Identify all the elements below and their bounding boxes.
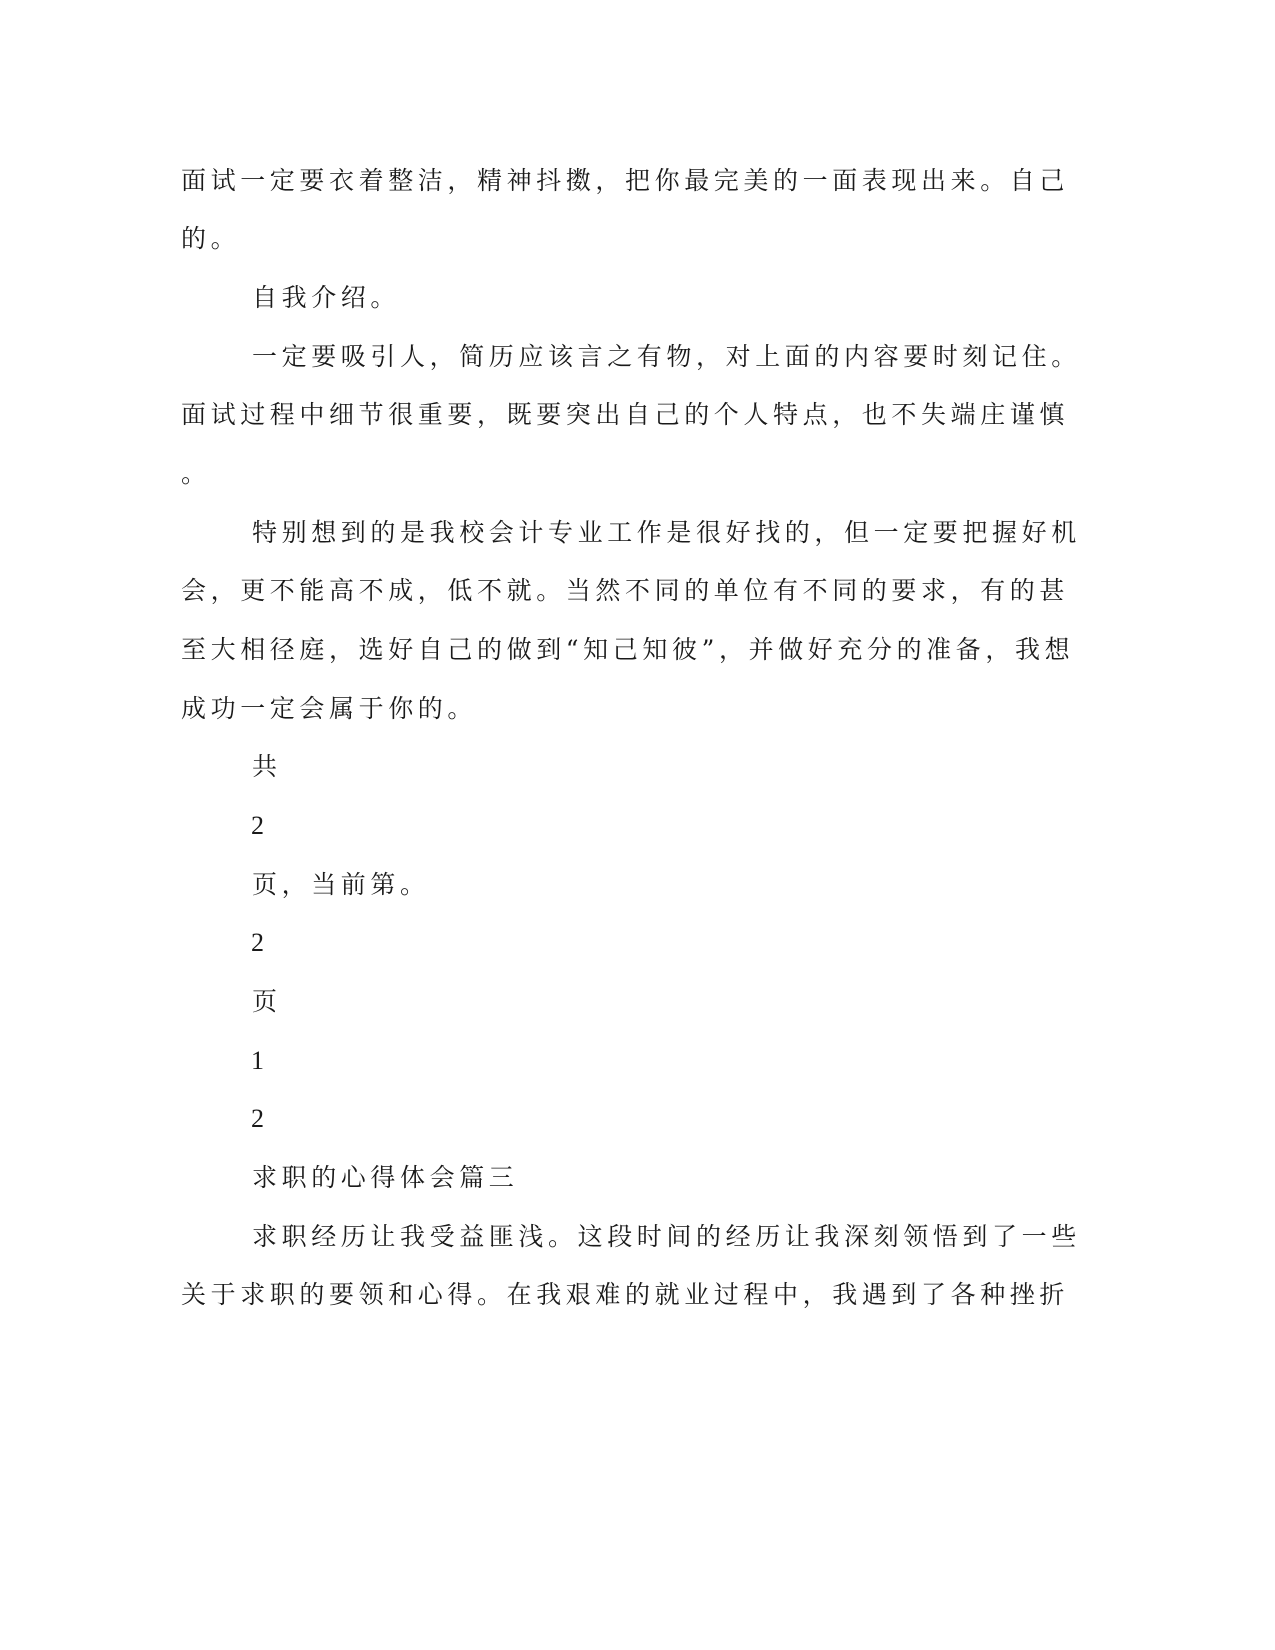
paragraph-line: 会，更不能高不成，低不就。当然不同的单位有不同的要求，有的甚 xyxy=(181,576,1070,605)
paragraph-line: 特别想到的是我校会计专业工作是很好找的，但一定要把握好机 xyxy=(252,518,1081,547)
paragraph-line: 。 xyxy=(181,459,211,488)
page-total-number: 2 xyxy=(251,811,264,840)
paragraph-line: 自我介绍。 xyxy=(252,283,401,312)
paragraph-line: 的。 xyxy=(181,224,241,253)
paragraph-line: 求职经历让我受益匪浅。这段时间的经历让我深刻领悟到了一些 xyxy=(252,1222,1081,1251)
page-count-prefix: 共 xyxy=(252,752,282,781)
paragraph-line: 面试一定要衣着整洁，精神抖擞，把你最完美的一面表现出来。自己 xyxy=(181,166,1070,195)
paragraph-line: 关于求职的要领和心得。在我艰难的就业过程中，我遇到了各种挫折 xyxy=(181,1280,1070,1309)
paragraph-line: 面试过程中细节很重要，既要突出自己的个人特点，也不失端庄谨慎 xyxy=(181,400,1070,429)
page-suffix: 页 xyxy=(252,987,282,1016)
paragraph-line: 成功一定会属于你的。 xyxy=(181,694,478,723)
paragraph-line: 一定要吸引人，简历应该言之有物，对上面的内容要时刻记住。 xyxy=(252,342,1081,371)
page-current-number: 2 xyxy=(251,928,264,957)
page-current-label: 页，当前第。 xyxy=(252,870,430,899)
section-heading: 求职的心得体会篇三 xyxy=(252,1163,519,1192)
paragraph-line: 至大相径庭，选好自己的做到“知己知彼”，并做好充分的准备，我想 xyxy=(181,635,1075,664)
page-link-2[interactable]: 2 xyxy=(251,1104,264,1133)
page-link-1[interactable]: 1 xyxy=(251,1046,264,1075)
